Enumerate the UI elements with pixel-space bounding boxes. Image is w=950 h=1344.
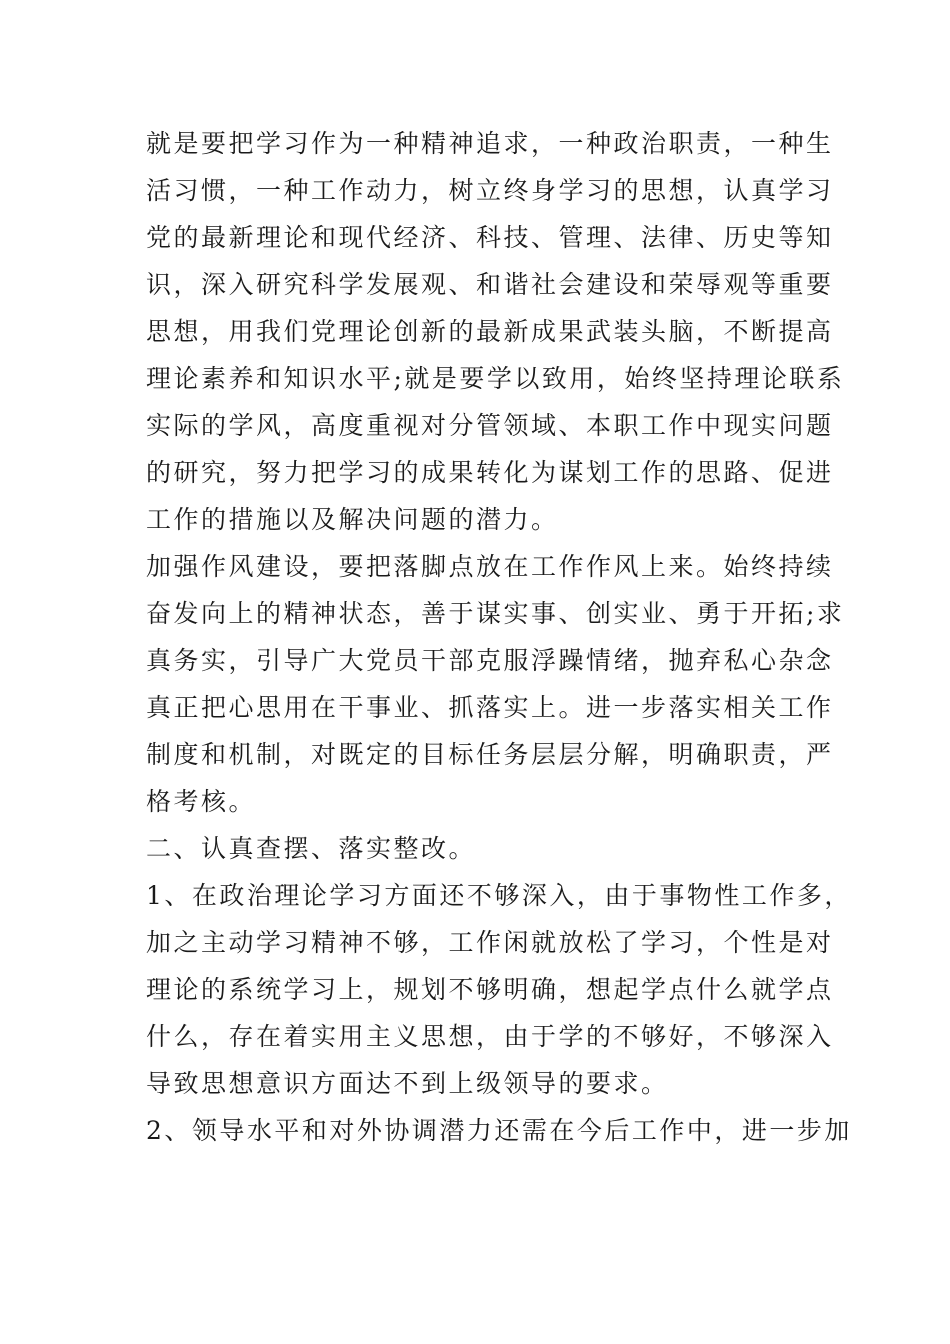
text-line: 制度和机制，对既定的目标任务层层分解，明确职责，严 [146,740,834,769]
text-line: 奋发向上的精神状态，善于谋实事、创实业、勇于开拓;求 [146,599,845,628]
text-line: 就是要把学习作为一种精神追求，一种政治职责，一种生 [146,129,834,158]
text-line: 2、领导水平和对外协调潜力还需在今后工作中，进一步加 [146,1116,852,1145]
text-line: 导致思想意识方面达不到上级领导的要求。 [146,1069,669,1098]
document-body [146,129,852,1163]
text-line: 识，深入研究科学发展观、和谐社会建设和荣辱观等重要 [146,270,834,299]
text-line: 什么，存在着实用主义思想，由于学的不够好，不够深入 [146,1022,834,1051]
text-line: 格考核。 [146,787,257,816]
text-line: 活习惯，一种工作动力，树立终身学习的思想，认真学习 [146,176,834,205]
section-heading: 二、认真查摆、落实整改。 [146,834,477,863]
text-line: 1、在政治理论学习方面还不够深入，由于事物性工作多， [146,881,852,910]
text-line: 党的最新理论和现代经济、科技、管理、法律、历史等知 [146,223,834,252]
text-line: 思想，用我们党理论创新的最新成果武装头脑，不断提高 [146,317,834,346]
text-line: 实际的学风，高度重视对分管领域、本职工作中现实问题 [146,411,834,440]
text-line: 工作的措施以及解决问题的潜力。 [146,505,559,534]
text-line: 理论素养和知识水平;就是要学以致用，始终坚持理论联系 [146,364,845,393]
text-line: 的研究，努力把学习的成果转化为谋划工作的思路、促进 [146,458,834,487]
text-line: 真正把心思用在干事业、抓落实上。进一步落实相关工作 [146,693,834,722]
text-line: 加强作风建设，要把落脚点放在工作作风上来。始终持续 [146,552,834,581]
text-line: 理论的系统学习上，规划不够明确，想起学点什么就学点 [146,975,834,1004]
text-line: 真务实，引导广大党员干部克服浮躁情绪，抛弃私心杂念 [146,646,834,675]
text-line: 加之主动学习精神不够，工作闲就放松了学习，个性是对 [146,928,834,957]
